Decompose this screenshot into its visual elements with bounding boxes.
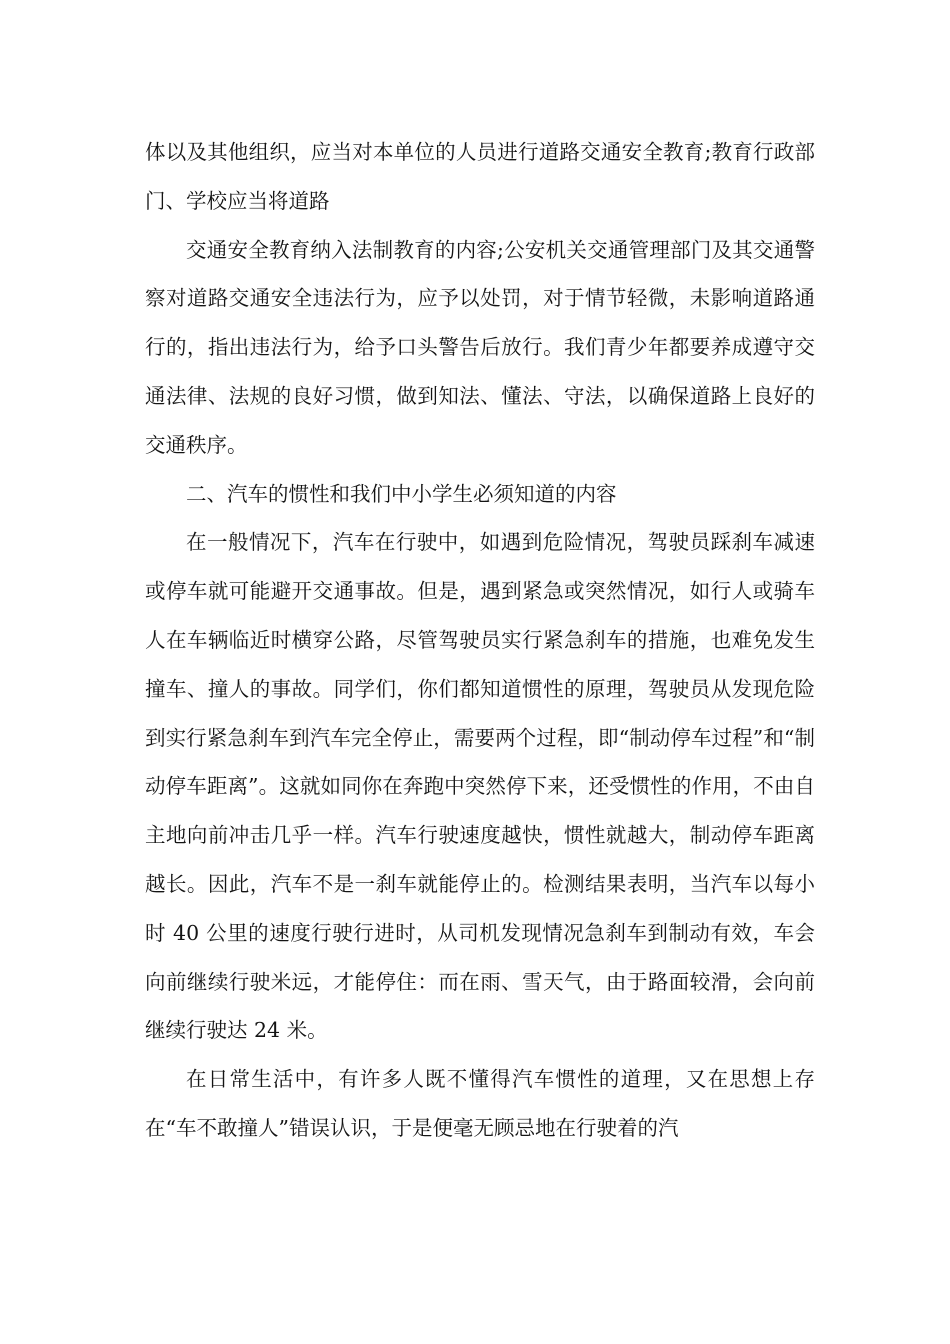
paragraph-traffic-education: 交通安全教育纳入法制教育的内容;公安机关交通管理部门及其交通警察对道路交通安全违法行为，应予以处罚，对于情节轻微，未影响道路通行的，指出违法行为，给予口头警告后放行。我们青少年都要养成遵守交通法律、法规的良好习惯，做到知法、懂法、守法，以确保道路上良好的交通秩序。 (145, 237, 815, 457)
paragraph-vehicle-inertia: 在一般情况下，汽车在行驶中，如遇到危险情况，驾驶员踩刹车减速或停车就可能避开交通事故。但是，遇到紧急或突然情况，如行人或骑车人在车辆临近时横穿公路，尽管驾驶员实行紧急刹车的措施，也难免发生撞车、撞人的事故。同学们，你们都知道惯性的原理，驾驶员从发现危险到实行紧急刹车到汽车完全停止，需要两个过程，即“制动停车过程”和“制动停车距离”。这就如同你在奔跑中突然停下来，还受惯性的作用，不由自主地向前冲击几乎一样。汽车行驶速度越快，惯性就越大，制动停车距离越长。因此，汽车不是一刹车就能停止的。检测结果表明，当汽车以每小时 40 公里的速度行驶行进时，从司机发现情况急刹车到制动有效，车会向前继续行驶米远，才能停住：而在雨、雪天气，由于路面较滑，会向前继续行驶达 24 米。 (145, 530, 815, 1043)
body-text (145, 128, 815, 1153)
paragraph-continuation: 体以及其他组织，应当对本单位的人员进行道路交通安全教育;教育行政部门、学校应当将道路 (145, 140, 815, 213)
section-heading: 二、汽车的惯性和我们中小学生必须知道的内容 (186, 481, 617, 506)
paragraph-daily-life: 在日常生活中，有许多人既不懂得汽车惯性的道理，又在思想上存在“车不敢撞人”错误认识，于是便毫无顾忌地在行驶着的汽 (145, 1067, 815, 1140)
